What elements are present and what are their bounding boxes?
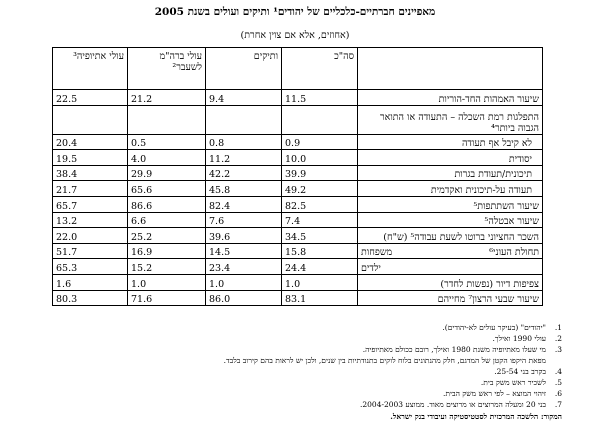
cell-ethiopia — [53, 105, 128, 134]
cell-ethiopia: 38.4 — [53, 165, 128, 181]
cell-fsu: 6.6 — [128, 212, 206, 228]
cell-veterans: 14.5 — [206, 243, 282, 259]
cell-fsu: 29.9 — [128, 165, 206, 181]
cell-total: 39.9 — [282, 165, 358, 181]
cell-ethiopia: 65.7 — [53, 196, 128, 212]
cell-total — [282, 105, 358, 134]
cell-total: 83.1 — [282, 290, 358, 306]
table-row — [53, 181, 543, 197]
cell-veterans: 9.4 — [206, 90, 282, 106]
header-veterans: ותיקים — [206, 48, 282, 90]
cell-veterans: 39.6 — [206, 228, 282, 244]
footnote: 1."יהודים" (בעיקר עולים לא-יהודים). — [442, 323, 562, 332]
cell-veterans: 86.0 — [206, 290, 282, 306]
cell-fsu: 1.0 — [128, 274, 206, 290]
cell-total: 49.2 — [282, 181, 358, 197]
footnote: 2.עולי 1990 ואילך. — [492, 334, 562, 343]
header-row — [53, 48, 543, 90]
cell-ethiopia: 22.5 — [53, 90, 128, 106]
footnotes — [22, 322, 562, 422]
header-ethiopia: עולי אתיופיה³ — [53, 48, 128, 90]
cell-fsu: 16.9 — [128, 243, 206, 259]
cell-veterans: 45.8 — [206, 181, 282, 197]
cell-veterans — [206, 105, 282, 134]
footnote: 3.מי שעלו מאתיופיה משנת 1980 ואילך, רובם ככולם מאתיופיה. — [362, 345, 562, 354]
cell-ethiopia: 22.0 — [53, 228, 128, 244]
cell-veterans: 11.2 — [206, 150, 282, 166]
table-row — [53, 290, 543, 306]
table-row — [53, 274, 543, 290]
table-row — [53, 165, 543, 181]
header-empty — [358, 48, 543, 90]
poverty-children-cell — [358, 259, 543, 275]
source-note: המקור: הלשכה המרכזית לסטטיסטיקה ועיבודי בנק ישראל. — [390, 412, 562, 421]
cell-fsu — [128, 105, 206, 134]
header-total: סה"כ — [282, 48, 358, 90]
poverty-label: תחולת העוני⁶ — [489, 247, 539, 259]
table-row — [53, 228, 543, 244]
table-row — [53, 90, 543, 106]
row-label: שיעור אבטלה⁵ — [358, 212, 543, 228]
cell-ethiopia: 1.6 — [53, 274, 128, 290]
footnote: 6.זיהוי המוצא – לפי ראש משק הבית. — [443, 389, 562, 398]
poverty-children-label: ילדים — [361, 262, 381, 274]
row-label: השכר החציוני ברוטו לשעת עבודה⁵ (ש"ח) — [358, 228, 543, 244]
cell-veterans: 42.2 — [206, 165, 282, 181]
row-label: יסודית — [358, 150, 543, 166]
row-label: שיעור שבעי הרצון⁷ מחייהם — [358, 290, 543, 306]
cell-fsu: 4.0 — [128, 150, 206, 166]
cell-fsu: 25.2 — [128, 228, 206, 244]
cell-ethiopia: 21.7 — [53, 181, 128, 197]
cell-total: 1.0 — [282, 274, 358, 290]
cell-ethiopia: 65.3 — [53, 259, 128, 275]
header-fsu: עולי ברה"מ לשעבר² — [128, 48, 206, 90]
cell-ethiopia: 20.4 — [53, 134, 128, 150]
cell-fsu: 0.5 — [128, 134, 206, 150]
cell-total: 82.5 — [282, 196, 358, 212]
cell-veterans: 1.0 — [206, 274, 282, 290]
cell-ethiopia: 51.7 — [53, 243, 128, 259]
cell-total: 11.5 — [282, 90, 358, 106]
footnote: 5.לשכיר ראש משק בית. — [480, 378, 562, 387]
cell-ethiopia: 13.2 — [53, 212, 128, 228]
row-label: לא קיבל אף תעודה — [358, 134, 543, 150]
data-table — [52, 47, 543, 306]
cell-ethiopia: 19.5 — [53, 150, 128, 166]
cell-total: 24.4 — [282, 259, 358, 275]
cell-total: 0.9 — [282, 134, 358, 150]
cell-total: 15.8 — [282, 243, 358, 259]
table-subtitle: (אחוזים, אלא אם צוין אחרת) — [240, 30, 350, 41]
table-row — [53, 134, 543, 150]
cell-total: 34.5 — [282, 228, 358, 244]
footnote: 4.בקרב בני 25-54. — [494, 367, 562, 376]
table-row — [53, 196, 543, 212]
cell-fsu: 21.2 — [128, 90, 206, 106]
row-label: שיעור השתתפות⁵ — [358, 196, 543, 212]
row-label: תיכונית/תעודת בגרות — [358, 165, 543, 181]
poverty-label-cell — [358, 243, 543, 259]
cell-fsu: 86.6 — [128, 196, 206, 212]
cell-total: 10.0 — [282, 150, 358, 166]
footnote: 7.בני 20 ומעלה המרוצים או מרוצים מאוד. ממוצע 2004-2003. — [359, 400, 562, 409]
cell-veterans: 7.6 — [206, 212, 282, 228]
cell-total: 7.4 — [282, 212, 358, 228]
cell-fsu: 71.6 — [128, 290, 206, 306]
cell-veterans: 0.8 — [206, 134, 282, 150]
row-label: תעודה על-תיכונית ואקדמית — [358, 181, 543, 197]
poverty-families-row — [53, 243, 543, 259]
poverty-families-label: משפחות — [361, 247, 393, 259]
cell-ethiopia: 80.3 — [53, 290, 128, 306]
table-row — [53, 212, 543, 228]
cell-fsu: 65.6 — [128, 181, 206, 197]
footnote: מפאת היקפו הקטן של המדגם, חלק מהנתונים בלוח לוקים בתנודתיות בין שנים, ולכן יש לראות בהם קירוב בלבד. — [223, 356, 546, 365]
row-label: התפלגות רמת השכלה – התעודה או התואר הגבוה ביותר⁴ — [358, 105, 543, 134]
poverty-children-row — [53, 259, 543, 275]
row-label: צפיפות דיור (נפשות לחדר) — [358, 274, 543, 290]
cell-fsu: 15.2 — [128, 259, 206, 275]
table-row — [53, 105, 543, 134]
row-label: שיעור האמהות החד-הוריות — [358, 90, 543, 106]
table-row — [53, 150, 543, 166]
cell-veterans: 23.4 — [206, 259, 282, 275]
cell-veterans: 82.4 — [206, 196, 282, 212]
table-title: מאפיינים חברתיים-כלכליים של יהודים¹ ותיקים ועולים בשנת 2005 — [154, 6, 436, 18]
